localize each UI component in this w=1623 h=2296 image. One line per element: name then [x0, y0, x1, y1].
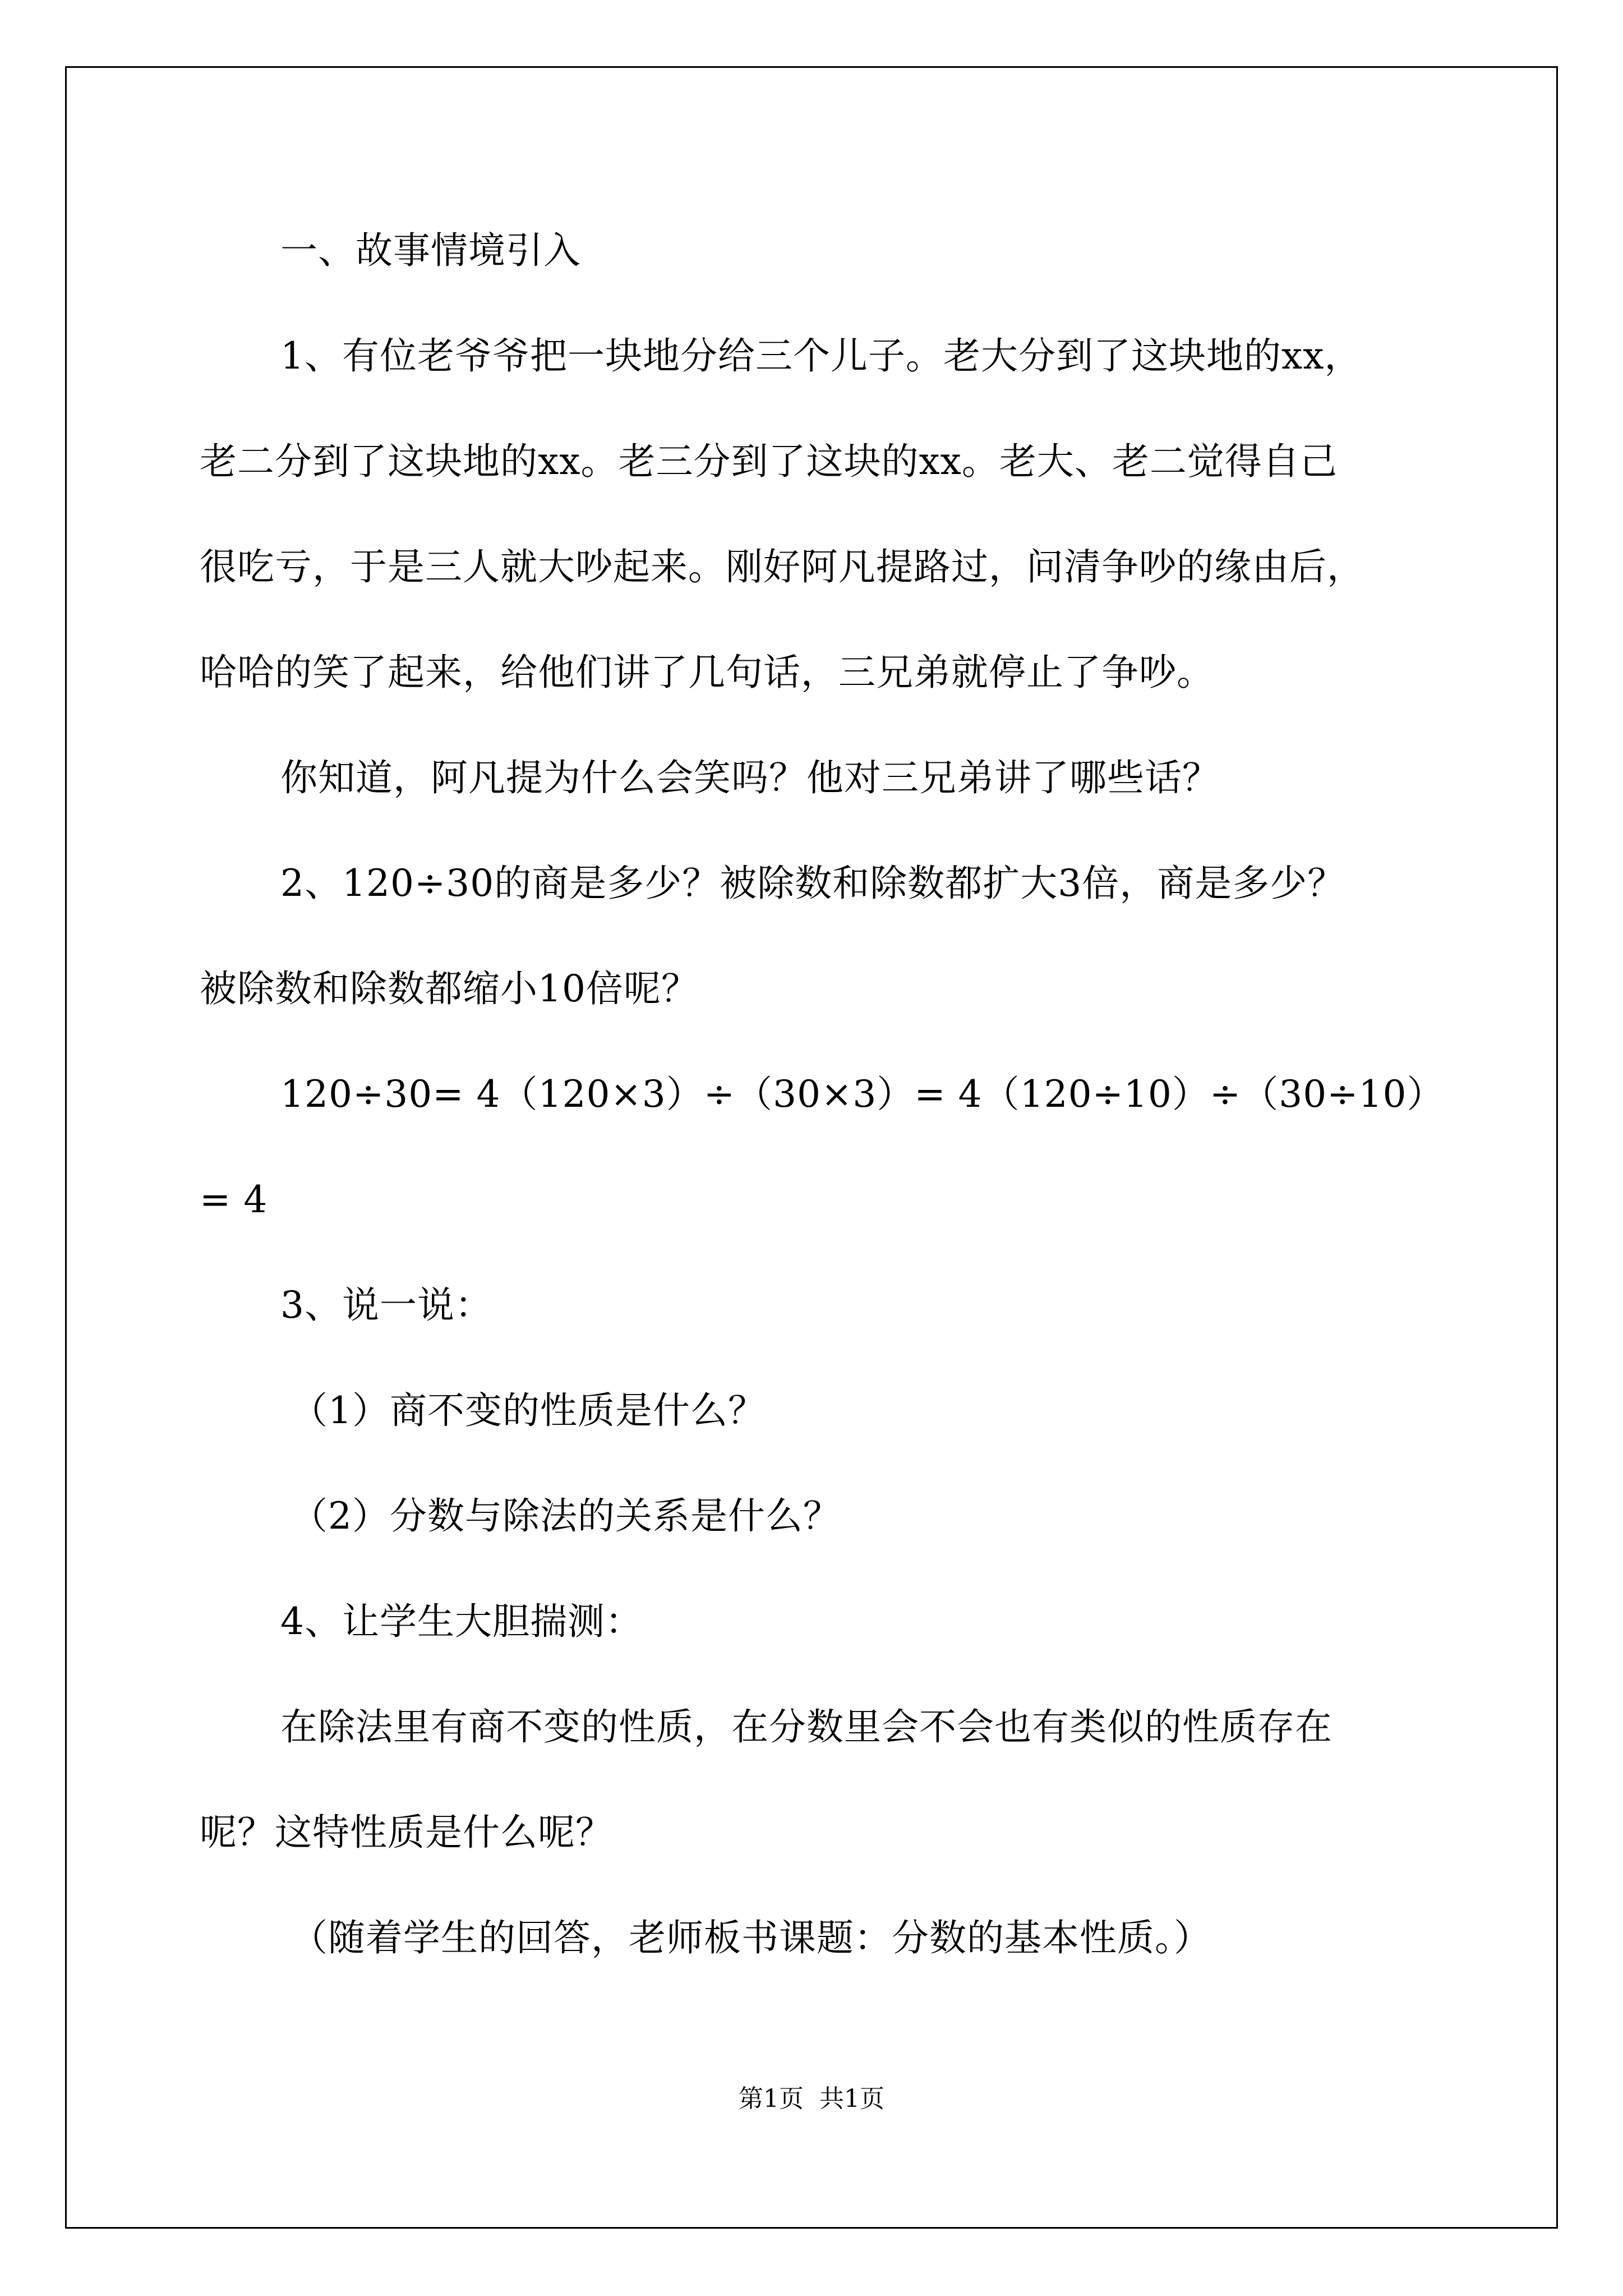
page-number-current: 第1页 [739, 2085, 804, 2113]
page-number-total: 共1页 [819, 2085, 884, 2113]
section-heading: 一、故事情境引入 [280, 229, 581, 272]
paragraph-1-line-3: 很吃亏，于是三人就大吵起来。刚好阿凡提路过，问清争吵的缘由后， [200, 545, 1364, 588]
paragraph-2-line-2: 被除数和除数都缩小10倍呢？ [200, 967, 699, 1010]
question-1: 你知道，阿凡提为什么会笑吗？他对三兄弟讲了哪些话？ [280, 756, 1220, 799]
equation-line-2: = 4 [200, 1178, 268, 1221]
equation-line-1: 120÷30= 4（120×3）÷（30×3）= 4（120÷10）÷（30÷10） [280, 1073, 1445, 1116]
paragraph-4-line-2: 呢？这特性质是什么呢？ [200, 1811, 613, 1854]
page-footer [0, 2082, 1623, 2116]
item-3: 3、说一说： [280, 1283, 492, 1327]
page-border [65, 66, 1558, 2229]
sub-item-2: （2）分数与除法的关系是什么？ [291, 1494, 841, 1538]
paragraph-4-line-1: 在除法里有商不变的性质，在分数里会不会也有类似的性质存在 [280, 1705, 1332, 1749]
paragraph-1-line-1: 1、有位老爷爷把一块地分给三个儿子。老大分到了这块地的xx， [280, 334, 1362, 378]
paragraph-2-line-1: 2、120÷30的商是多少？被除数和除数都扩大3倍，商是多少？ [280, 862, 1345, 905]
paragraph-1-line-2: 老二分到了这块地的xx。老三分到了这块的xx。老大、老二觉得自己 [200, 440, 1338, 483]
item-4: 4、让学生大胆揣测： [280, 1600, 643, 1643]
paragraph-1-line-4: 哈哈的笑了起来，给他们讲了几句话，三兄弟就停止了争吵。 [200, 651, 1214, 694]
sub-item-1: （1）商不变的性质是什么？ [291, 1389, 766, 1432]
closing-note: （随着学生的回答，老师板书课题：分数的基本性质。） [291, 1916, 1211, 1959]
